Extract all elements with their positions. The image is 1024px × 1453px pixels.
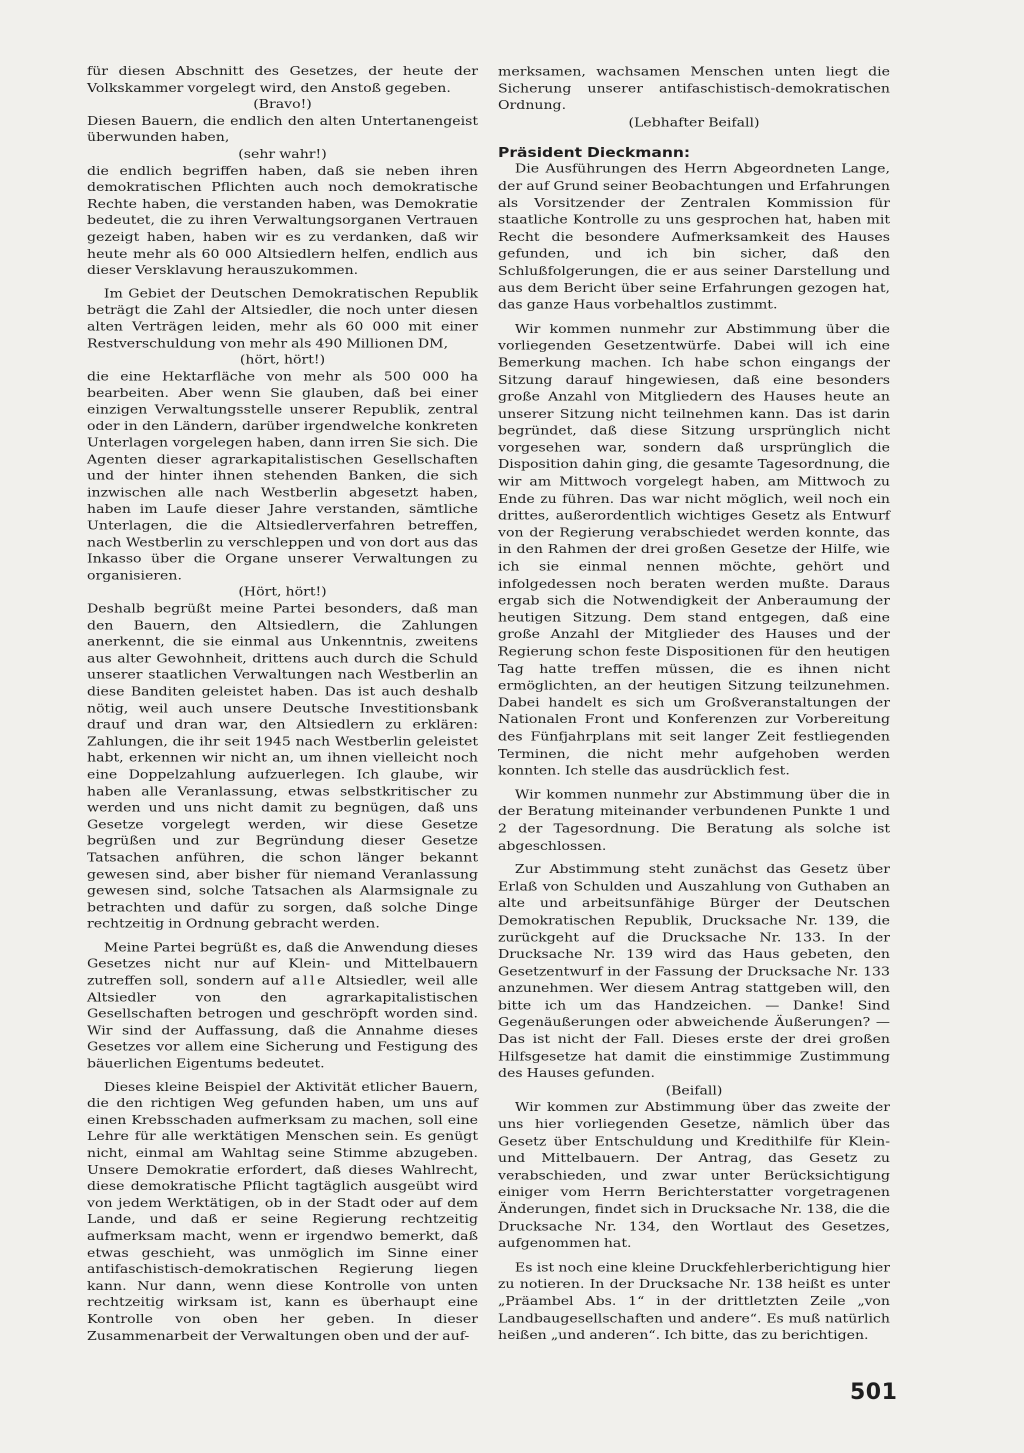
paragraph: die eine Hektarfläche von mehr als 500 000 ha bearbeiten. Aber wenn Sie glauben, daß bei einer einzigen Verwaltungsstelle unserer Republik, zentral oder in den Ländern, darüber irgendwelche konkreten Unterlagen vorgelegen haben, dann irren Sie sich. Die Agenten dieser agrarkapitalistischen Gesellschaften und der hinter ihnen stehenden Banken, die sich inzwischen alle nach Westberlin abgesetzt haben, haben im Laufe dieser Jahre verstanden, sämtliche Unterlagen, die die Altsiedlerverfahren betreffen, nach Westberlin zu verschleppen und von dort aus das Inkasso über die Organe unserer Verwaltungen zu organisieren.	[87, 370, 478, 583]
paragraph: Zur Abstimmung steht zunächst das Gesetz über Erlaß von Schulden und Auszahlung von Guthaben an alte und arbeitsunfähige Bürger der Deutschen Demokratischen Republik, Drucksache Nr. 139, die zurückgeht auf die Drucksache Nr. 133. In der Drucksache Nr. 139 wird das Haus gebeten, den Gesetzentwurf in der Fassung der Drucksache Nr. 133 anzunehmen. Wer diesem Antrag stattgeben will, den bitte ich um das Handzeichen. — Danke! Sind Gegenäußerungen oder abweichende Äußerungen? — Das ist nicht der Fall. Dieses erste der drei großen Hilfsgesetze hat damit die einstimmige Zustimmung des Hauses gefunden.	[498, 862, 890, 1081]
text-run: Meine Partei begrüßt es, daß die Anwendung dieses Gesetzes nicht nur auf Klein- und Mittelbauern zutreffen soll, sondern auf	[87, 941, 478, 988]
speaker-heading: Präsident Dieckmann:	[498, 144, 691, 161]
page-number: 501	[850, 1380, 898, 1405]
paragraph: Dieses kleine Beispiel der Aktivität etlicher Bauern, die den richtigen Weg gefunden haben, um uns auf einen Krebsschaden aufmerksam zu machen, soll eine Lehre für alle werktätigen Menschen sein. Es genügt nicht, einmal am Wahltag seine Stimme abzugeben. Unsere Demokratie erfordert, daß dieses Wahlrecht, diese demokratische Pflicht tagtäglich ausgeübt wird von jedem Werktätigen, ob in der Stadt oder auf dem Lande, und daß er seine Regierung rechtzeitig aufmerksam macht, wenn er irgendwo bemerkt, daß etwas geschieht, was unmöglich im Sinne einer antifaschistisch-demokratischen Regierung liegen kann. Nur dann, wenn diese Kontrolle von unten rechtzeitig wirksam ist, kann es überhaupt eine Kontrolle von oben her geben. In dieser Zusammenarbeit der Verwaltungen oben und der auf-	[87, 1080, 478, 1343]
paragraph: Diesen Bauern, die endlich den alten Untertanengeist überwunden haben,	[87, 114, 478, 145]
paragraph: merksamen, wachsamen Menschen unten liegt die Sicherung unserer antifaschistisch-demokratischen Ordnung.	[498, 64, 890, 113]
paragraph: Die Ausführungen des Herrn Abgeordneten Lange, der auf Grund seiner Beobachtungen und Erfahrungen als Vorsitzender der Zentralen Kommission für staatliche Kontrolle zu uns gesprochen hat, haben mit Recht die besondere Aufmerksamkeit des Hauses gefunden, und ich bin sicher, daß den Schlußfolgerungen, die er aus seiner Darstellung und aus dem Bericht über seine Erfahrungen gezogen hat, das ganze Haus vorbehaltlos zustimmt.	[498, 162, 890, 313]
interjection: (sehr wahr!)	[238, 147, 327, 162]
interjection: (Hört, hört!)	[238, 585, 327, 600]
paragraph: Deshalb begrüßt meine Partei besonders, daß man den Bauern, den Altsiedlern, die Zahlungen anerkennt, die sie einmal aus Unkenntnis, zweitens aus alter Gewohnheit, drittens auch durch die Schuld unserer staatlichen Verwaltungen nach Westberlin an diese Banditen geleistet haben. Das ist auch deshalb nötig, weil auch unsere Deutsche Investitionsbank drauf und dran war, den Altsiedlern zu erklären: Zahlungen, die ihr seit 1945 nach Westberlin geleistet habt, erkennen wir nicht an, um ihnen vielleicht noch eine Doppelzahlung aufzuerlegen. Ich glaube, wir haben alle Veranlassung, etwas selbstkritischer zu werden und uns nicht damit zu begnügen, daß uns Gesetze vorgelegt werden, wir diese Gesetze begrüßen und zur Begründung dieser Gesetze Tatsachen anführen, die schon länger bekannt gewesen sind, aber bisher für niemand Veranlassung gewesen sind, solche Tatsachen als Alarmsignale zu betrachten und dafür zu sorgen, daß solche Dinge rechtzeitig in Ordnung gebracht werden.	[87, 602, 478, 932]
paragraph: für diesen Abschnitt des Gesetzes, der heute der Volkskammer vorgelegt wird, den Anstoß gegeben.	[87, 64, 478, 95]
paragraph: Wir kommen nunmehr zur Abstimmung über die in der Beratung miteinander verbundenen Punkte 1 und 2 der Tagesordnung. Die Beratung als solche ist abgeschlossen.	[498, 787, 890, 853]
paragraph: Es ist noch eine kleine Druckfehlerberichtigung hier zu notieren. In der Drucksache Nr. 138 heißt es unter „Präambel Abs. 1“ in der drittletzten Zeile „von Landbaugesellschaften und andere“. Es muß natürlich heißen „und anderen“. Ich bitte, das zu berichtigen.	[498, 1260, 890, 1343]
paragraph: die endlich begriffen haben, daß sie neben ihren demokratischen Pflichten auch noch demokratische Rechte haben, die verstanden haben, was Demokratie bedeutet, die zu ihren Verwaltungsorganen Vertrauen gezeigt haben, haben wir es zu verdanken, daß wir heute mehr als 60 000 Altsiedlern helfen, endlich aus dieser Versklavung herauszukommen.	[87, 164, 478, 278]
paragraph: Wir kommen nunmehr zur Abstimmung über die vorliegenden Gesetzentwürfe. Dabei will ich eine Bemerkung machen. Ich habe schon eingangs der Sitzung darauf hingewiesen, daß eine besonders große Anzahl von Mitgliedern des Hauses heute an unserer Sitzung nicht teilnehmen kann. Das ist darin begründet, daß diese Sitzung ursprünglich nicht vorgesehen war, sondern daß ursprünglich die Disposition dahin ging, die gesamte Tagesordnung, die wir am Mittwoch vorgelegt haben, am Mittwoch zu Ende zu führen. Das war nicht möglich, weil noch ein drittes, außerordentlich wichtiges Gesetz als Entwurf von der Regierung verabschiedet werden konnte, das in den Rahmen der drei großen Gesetze der Hilfe, wie ich sie einmal nennen möchte, gehört und infolgedessen noch beraten werden mußte. Daraus ergab sich die Notwendigkeit der Anberaumung der heutigen Sitzung. Dem stand entgegen, daß eine große Anzahl der Mitglieder des Hauses und der Regierung schon feste Dispositionen für den heutigen Tag hatte treffen müssen, die es ihnen nicht ermöglichten, an der heutigen Sitzung teilzunehmen. Dabei handelt es sich um Großveranstaltungen der Nationalen Front und Konferenzen zur Vorbereitung des Fünfjahrplans mit seit langer Zeit festliegenden Terminen, die nicht mehr aufgehoben werden konnten. Ich stelle das ausdrücklich fest.	[498, 322, 890, 778]
paragraph	[87, 940, 478, 1073]
left-column	[87, 64, 478, 1345]
right-column	[498, 64, 890, 1345]
interjection: (Bravo!)	[253, 98, 312, 112]
paragraph: Wir kommen zur Abstimmung über das zweite der uns hier vorliegenden Gesetze, nämlich über das Gesetz über Entschuldung und Kredithilfe für Klein- und Mittelbauern. Der Antrag, das Gesetz zu verabschieden, und zwar unter Berücksichtigung einiger vom Herrn Berichterstatter vorgetragenen Änderungen, findet sich in Drucksache Nr. 138, die die Drucksache Nr. 134, den Wortlaut des Gesetzes, aufgenommen hat.	[498, 1100, 890, 1251]
text-run: Altsiedler, weil alle Altsiedler von den agrarkapitalistischen Gesellschaften betrogen und geschröpft worden sind. Wir sind der Auffassung, daß die Annahme dieses Gesetzes vor allem eine Sicherung und Festigung des bäuerlichen Eigentums bedeutet.	[87, 974, 478, 1071]
interjection: (Lebhafter Beifall)	[628, 115, 760, 130]
emphasized-word: alle	[292, 974, 328, 988]
interjection: (hört, hört!)	[239, 353, 326, 368]
interjection: (Beifall)	[665, 1083, 723, 1098]
paragraph: Im Gebiet der Deutschen Demokratischen Republik beträgt die Zahl der Altsiedler, die noch unter diesen alten Verträgen leiden, mehr als 60 000 mit einer Restverschuldung von mehr als 490 Millionen DM,	[87, 287, 478, 351]
